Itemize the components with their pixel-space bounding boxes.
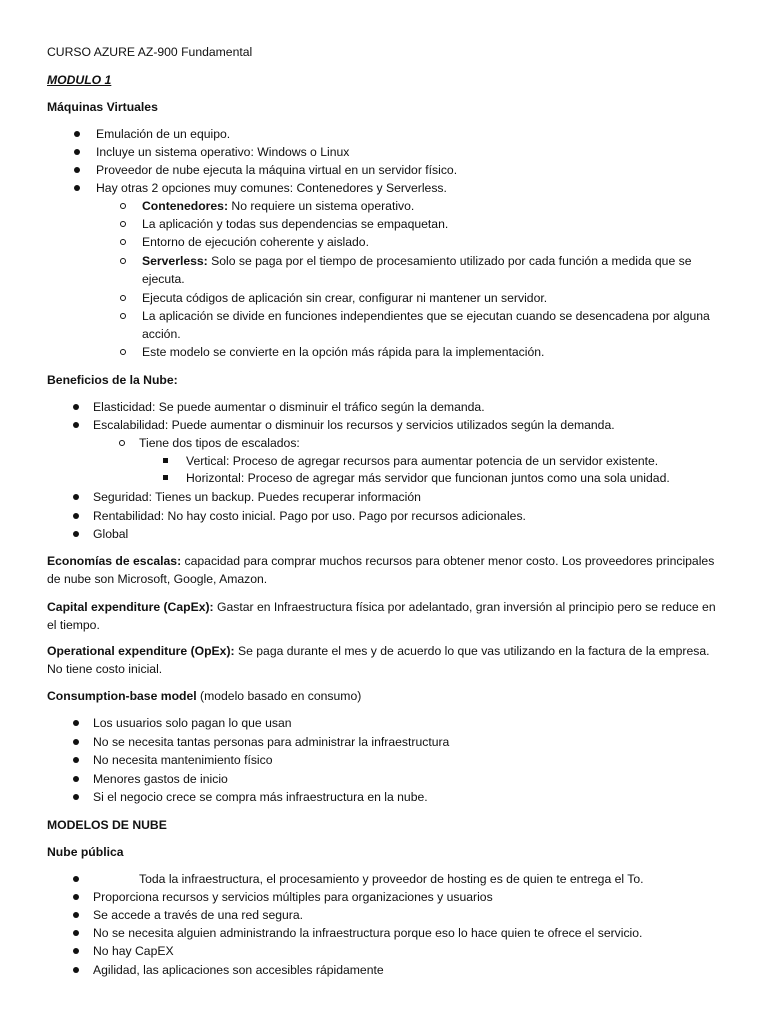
circle-bullet-icon <box>120 258 126 264</box>
bullet-icon <box>73 967 79 973</box>
list-item: Ejecuta códigos de aplicación sin crear, configurar ni mantener un servidor. <box>142 289 547 307</box>
vm-heading: Máquinas Virtuales <box>47 100 158 114</box>
opex-paragraph: Operational expenditure (OpEx): Se paga durante el mes y de acuerdo lo que vas utilizando en la factura de la empresa. No tiene costo inicial. <box>47 644 710 676</box>
list-item: Se accede a través de una red segura. <box>93 906 303 924</box>
list-item: Los usuarios solo pagan lo que usan <box>93 714 292 732</box>
list-item: Vertical: Proceso de agregar recursos para aumentar potencia de un servidor existente. <box>186 452 658 470</box>
list-item: Si el negocio crece se compra más infraestructura en la nube. <box>93 788 428 806</box>
public-cloud-heading: Nube pública <box>47 845 124 859</box>
list-item: Menores gastos de inicio <box>93 770 228 788</box>
benefits-heading: Beneficios de la Nube: <box>47 373 178 387</box>
list-item: Este modelo se convierte en la opción más rápida para la implementación. <box>142 343 544 361</box>
list-item: Seguridad: Tienes un backup. Puedes recuperar información <box>93 488 421 506</box>
list-item: La aplicación se divide en funciones independientes que se ejecutan cuando se desencadena por alguna acción. <box>142 307 727 343</box>
bullet-icon <box>73 930 79 936</box>
list-item: No hay CapEX <box>93 942 174 960</box>
circle-bullet-icon <box>120 313 126 319</box>
circle-bullet-icon <box>120 203 126 209</box>
bullet-icon <box>73 776 79 782</box>
bullet-icon <box>73 531 79 537</box>
bullet-icon <box>73 404 79 410</box>
bullet-icon <box>74 167 80 173</box>
list-item: Agilidad, las aplicaciones son accesibles rápidamente <box>93 961 384 979</box>
bullet-icon <box>73 757 79 763</box>
list-item: Tiene dos tipos de escalados: <box>139 434 300 452</box>
module-heading: MODULO 1 <box>47 73 112 87</box>
economies-paragraph: Economías de escalas: capacidad para comprar muchos recursos para obtener menor costo. Los proveedores principales de nube son Microsoft, Google, Amazon. <box>47 554 715 586</box>
list-item: Proveedor de nube ejecuta la máquina virtual en un servidor físico. <box>96 161 457 179</box>
list-item: Incluye un sistema operativo: Windows o Linux <box>96 143 349 161</box>
consumption-heading: Consumption-base model (modelo basado en consumo) <box>47 689 362 703</box>
list-item: Toda la infraestructura, el procesamiento y proveedor de hosting es de quien te entrega el To. <box>139 870 644 888</box>
list-item: No necesita mantenimiento físico <box>93 751 273 769</box>
circle-bullet-icon <box>120 221 126 227</box>
list-item: La aplicación y todas sus dependencias se empaquetan. <box>142 215 448 233</box>
list-item: Rentabilidad: No hay costo inicial. Pago por uso. Pago por recursos adicionales. <box>93 507 526 525</box>
square-bullet-icon <box>163 475 168 480</box>
bullet-icon <box>73 876 79 882</box>
bullet-icon <box>73 948 79 954</box>
list-item: Entorno de ejecución coherente y aislado. <box>142 233 369 251</box>
doc-title: CURSO AZURE AZ-900 Fundamental <box>47 45 253 59</box>
list-item: Global <box>93 525 128 543</box>
list-item: Escalabilidad: Puede aumentar o disminuir los recursos y servicios utilizados según la demanda. <box>93 416 615 434</box>
models-heading: MODELOS DE NUBE <box>47 818 167 832</box>
bullet-icon <box>73 894 79 900</box>
bullet-icon <box>74 185 80 191</box>
circle-bullet-icon <box>120 239 126 245</box>
list-item: No se necesita tantas personas para administrar la infraestructura <box>93 733 449 751</box>
list-item: Elasticidad: Se puede aumentar o disminuir el tráfico según la demanda. <box>93 398 485 416</box>
bullet-icon <box>74 149 80 155</box>
bullet-icon <box>73 912 79 918</box>
list-item: Contenedores: No requiere un sistema operativo. <box>142 197 414 215</box>
square-bullet-icon <box>163 458 168 463</box>
list-item: No se necesita alguien administrando la infraestructura porque eso lo hace quien te ofrece el servicio. <box>93 924 642 942</box>
capex-paragraph: Capital expenditure (CapEx): Gastar en Infraestructura física por adelantado, gran inversión al principio pero se reduce en el tiempo. <box>47 600 716 632</box>
bullet-icon <box>73 739 79 745</box>
list-item: Serverless: Solo se paga por el tiempo de procesamiento utilizado por cada función a medida que se ejecuta. <box>142 252 727 288</box>
list-item: Hay otras 2 opciones muy comunes: Contenedores y Serverless. <box>96 179 447 197</box>
bullet-icon <box>73 720 79 726</box>
bullet-icon <box>74 131 80 137</box>
list-item: Emulación de un equipo. <box>96 125 230 143</box>
bullet-icon <box>73 494 79 500</box>
list-item: Proporciona recursos y servicios múltiples para organizaciones y usuarios <box>93 888 493 906</box>
circle-bullet-icon <box>120 295 126 301</box>
list-item: Horizontal: Proceso de agregar más servidor que funcionan juntos como una sola unidad. <box>186 469 670 487</box>
circle-bullet-icon <box>119 440 125 446</box>
bullet-icon <box>73 422 79 428</box>
bullet-icon <box>73 794 79 800</box>
circle-bullet-icon <box>120 349 126 355</box>
bullet-icon <box>73 513 79 519</box>
